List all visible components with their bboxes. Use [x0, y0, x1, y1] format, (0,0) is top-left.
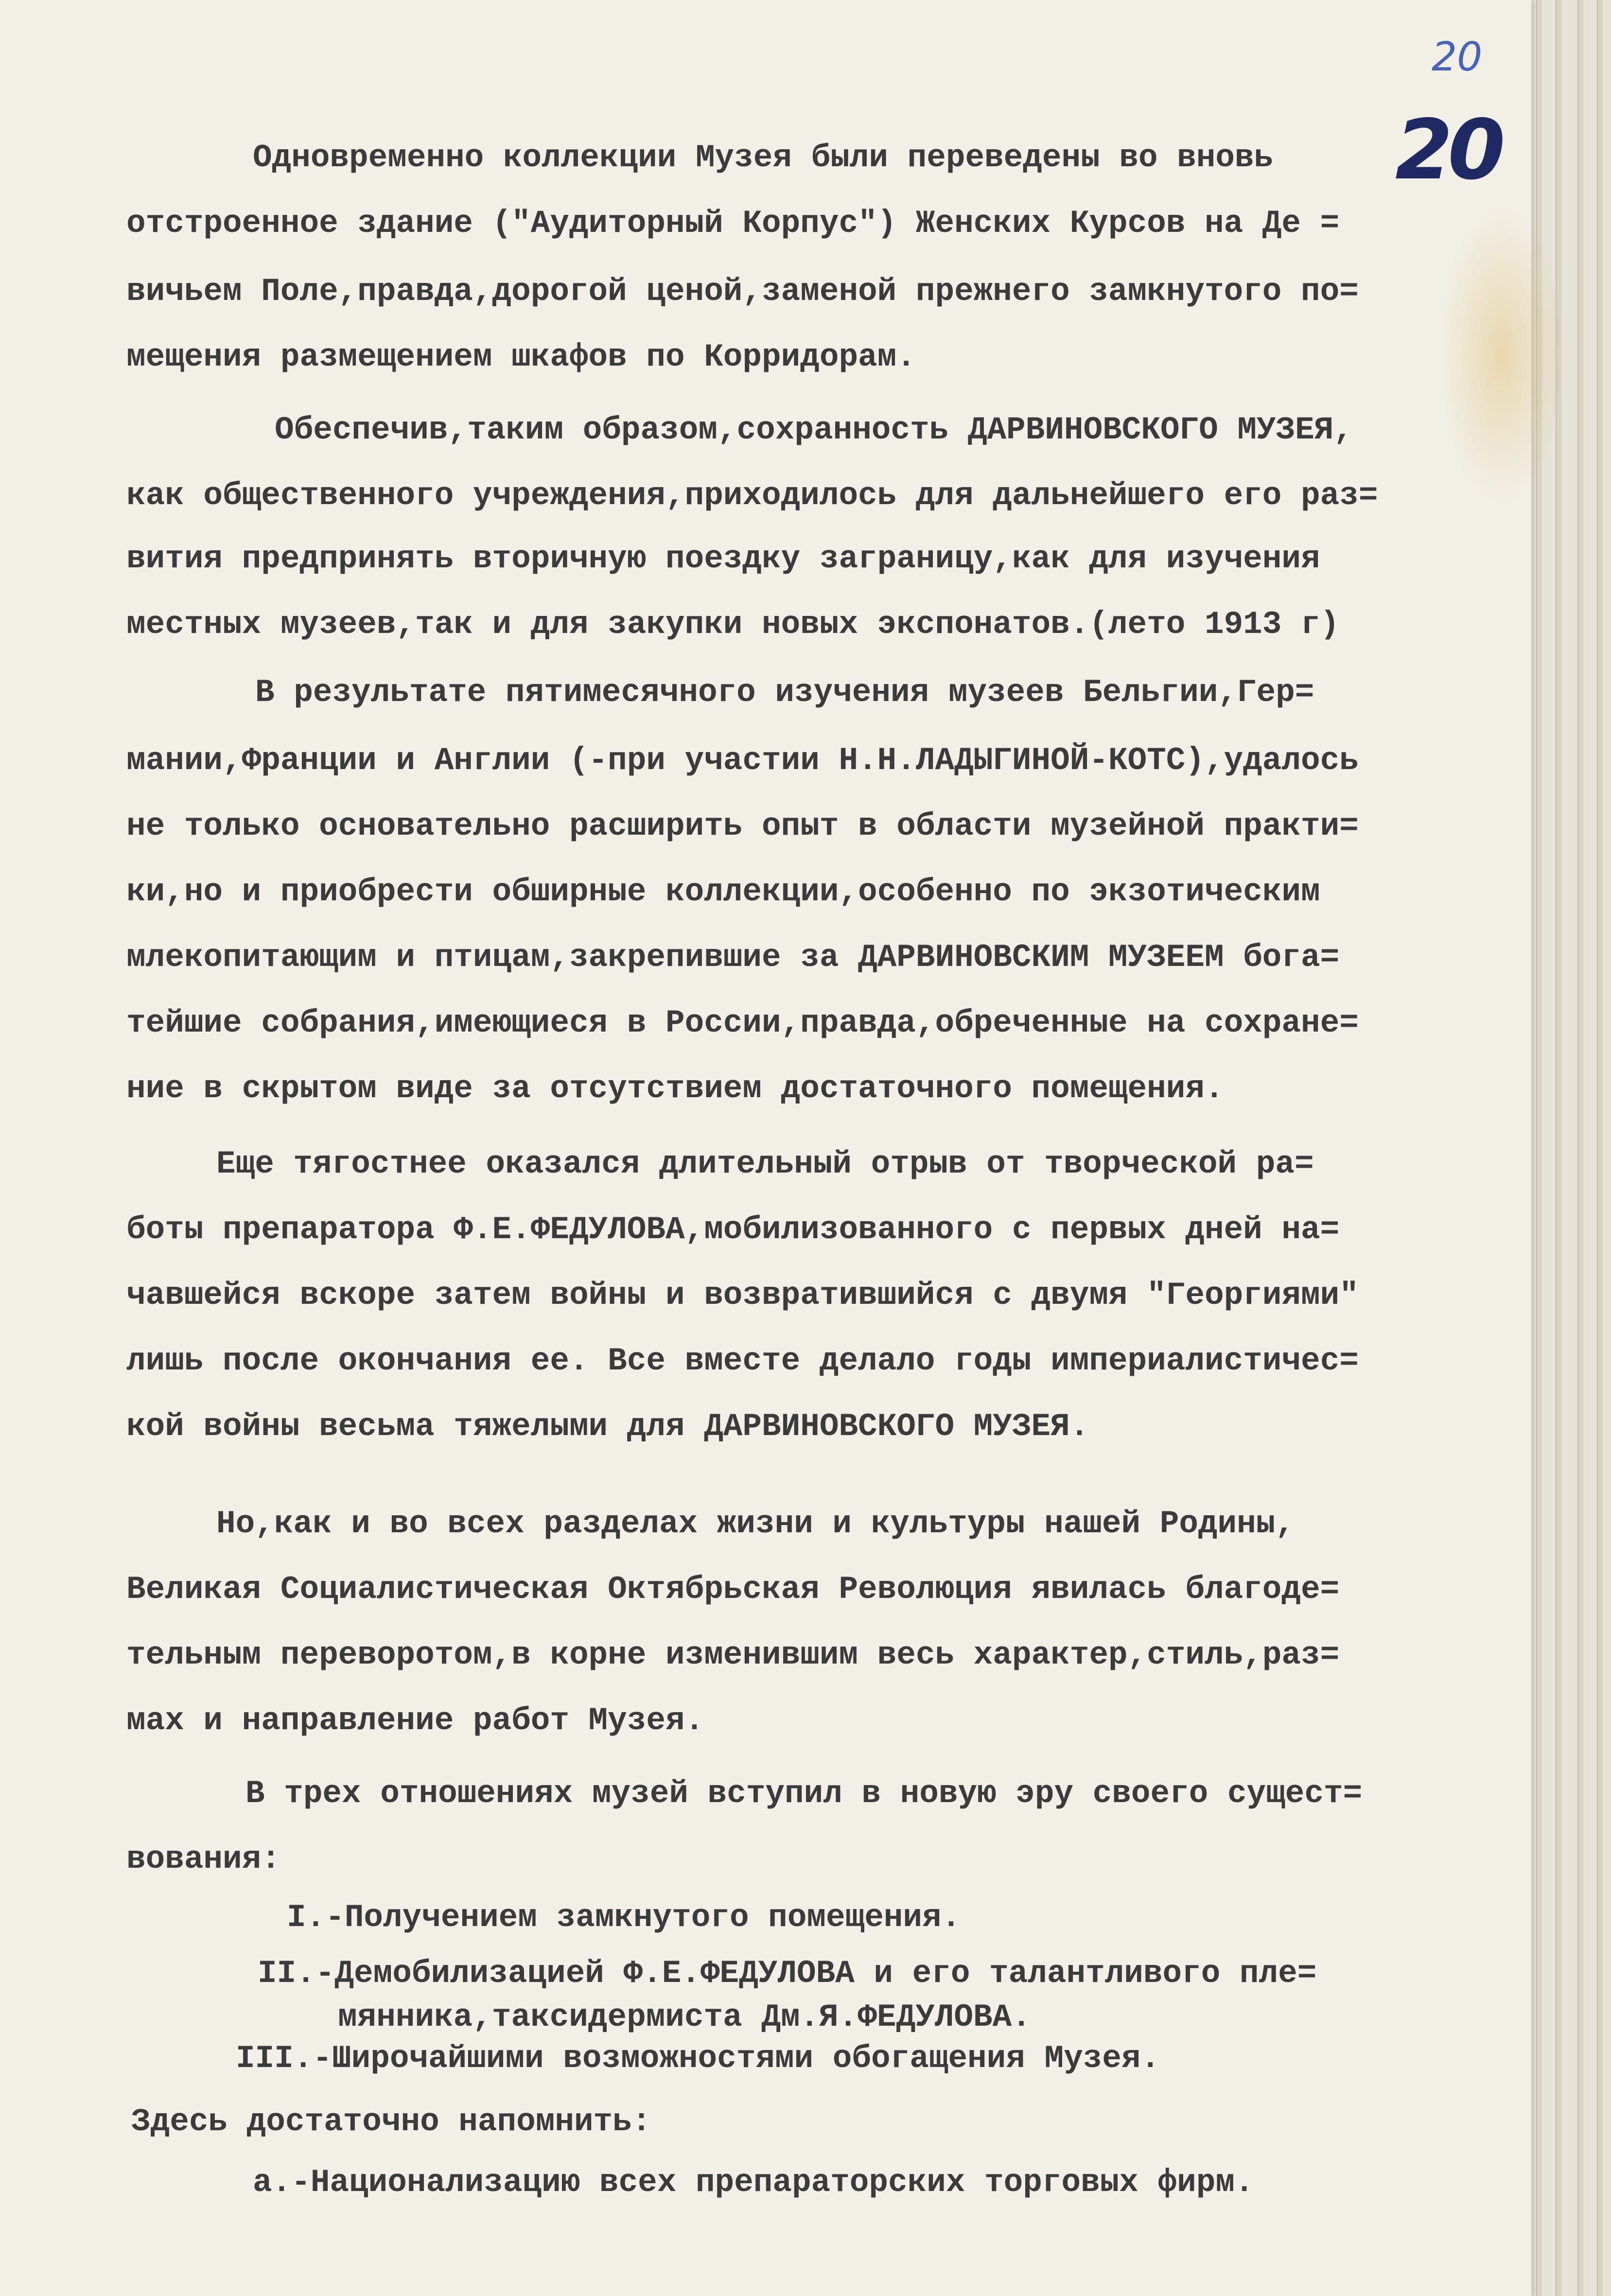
- list-item: III.-Широчайшими возможностями обогащения Музея.: [236, 2040, 1160, 2077]
- text-line: боты препаратора Ф.Е.ФЕДУЛОВА,мобилизованного с первых дней на=: [126, 1211, 1340, 1248]
- text-line: мещения размещением шкафов по Корридорам.: [126, 339, 916, 375]
- text-line: Обеспечив,таким образом,сохранность ДАРВИНОВСКОГО МУЗЕЯ,: [275, 412, 1353, 448]
- text-line: В результате пятимесячного изучения музеев Бельгии,Гер=: [255, 674, 1314, 711]
- text-line: ки,но и приобрести обширные коллекции,особенно по экзотическим: [126, 874, 1320, 910]
- text-line: кой войны весьма тяжелыми для ДАРВИНОВСКОГО МУЗЕЯ.: [126, 1408, 1089, 1445]
- text-line: мании,Франции и Англии (-при участии Н.Н.ЛАДЫГИНОЙ-КОТС),удалось: [126, 742, 1359, 779]
- text-line: отстроенное здание ("Аудиторный Корпус") Женских Курсов на Де =: [126, 205, 1340, 242]
- text-line: Но,как и во всех разделах жизни и культуры нашей Родины,: [216, 1506, 1295, 1542]
- text-line: тельным переворотом,в корне изменившим весь характер,стиль,раз=: [126, 1637, 1340, 1673]
- paper-stain: [1439, 204, 1565, 506]
- text-line: не только основательно расширить опыт в области музейной практи=: [126, 808, 1359, 844]
- text-line: вичьем Поле,правда,дорогой ценой,заменой прежнего замкнутого по=: [126, 273, 1359, 310]
- text-line: вития предпринять вторичную поездку заграницу,как для изучения: [126, 541, 1320, 577]
- page-edge: [1577, 0, 1583, 2296]
- list-item: мянника,таксидермиста Дм.Я.ФЕДУЛОВА.: [338, 1999, 1031, 2035]
- text-line: как общественного учреждения,приходилось для дальнейшего его раз=: [126, 477, 1378, 514]
- text-line: млекопитающим и птицам,закрепившие за ДАРВИНОВСКИМ МУЗЕЕМ бога=: [126, 939, 1340, 976]
- text-line: В трех отношениях музей вступил в новую эру своего сущест=: [245, 1775, 1363, 1812]
- page-number-handwritten: 20: [1395, 102, 1501, 198]
- text-line: мах и направление работ Музея.: [126, 1702, 704, 1739]
- text-line: ние в скрытом виде за отсутствием достаточного помещения.: [126, 1070, 1224, 1107]
- text-line: Еще тягостнее оказался длительный отрыв от творческой ра=: [216, 1146, 1314, 1182]
- list-item: I.-Получением замкнутого помещения.: [287, 1899, 961, 1936]
- page-edge: [1597, 0, 1603, 2296]
- text-line: Одновременно коллекции Музея были переведены во вновь: [253, 140, 1274, 176]
- text-line: лишь после окончания ее. Все вместе делало годы империалистичес=: [126, 1343, 1359, 1379]
- text-line: вования:: [126, 1841, 280, 1877]
- text-line: Здесь достаточно напомнить:: [131, 2103, 651, 2140]
- list-item: II.-Демобилизацией Ф.Е.ФЕДУЛОВА и его талантливого пле=: [258, 1955, 1317, 1992]
- text-line: местных музеев,так и для закупки новых экспонатов.(лето 1913 г): [126, 606, 1340, 643]
- text-line: чавшейся вскоре затем войны и возвратившийся с двумя "Георгиями": [126, 1277, 1359, 1314]
- text-line: тейшие собрания,имеющиеся в России,правда,обреченные на сохране=: [126, 1005, 1359, 1041]
- page-number-pencil: 20: [1432, 34, 1483, 80]
- text-line: Великая Социалистическая Октябрьская Революция явилась благоде=: [126, 1571, 1340, 1608]
- list-item: а.-Национализацию всех препараторских торговых фирм.: [253, 2164, 1254, 2201]
